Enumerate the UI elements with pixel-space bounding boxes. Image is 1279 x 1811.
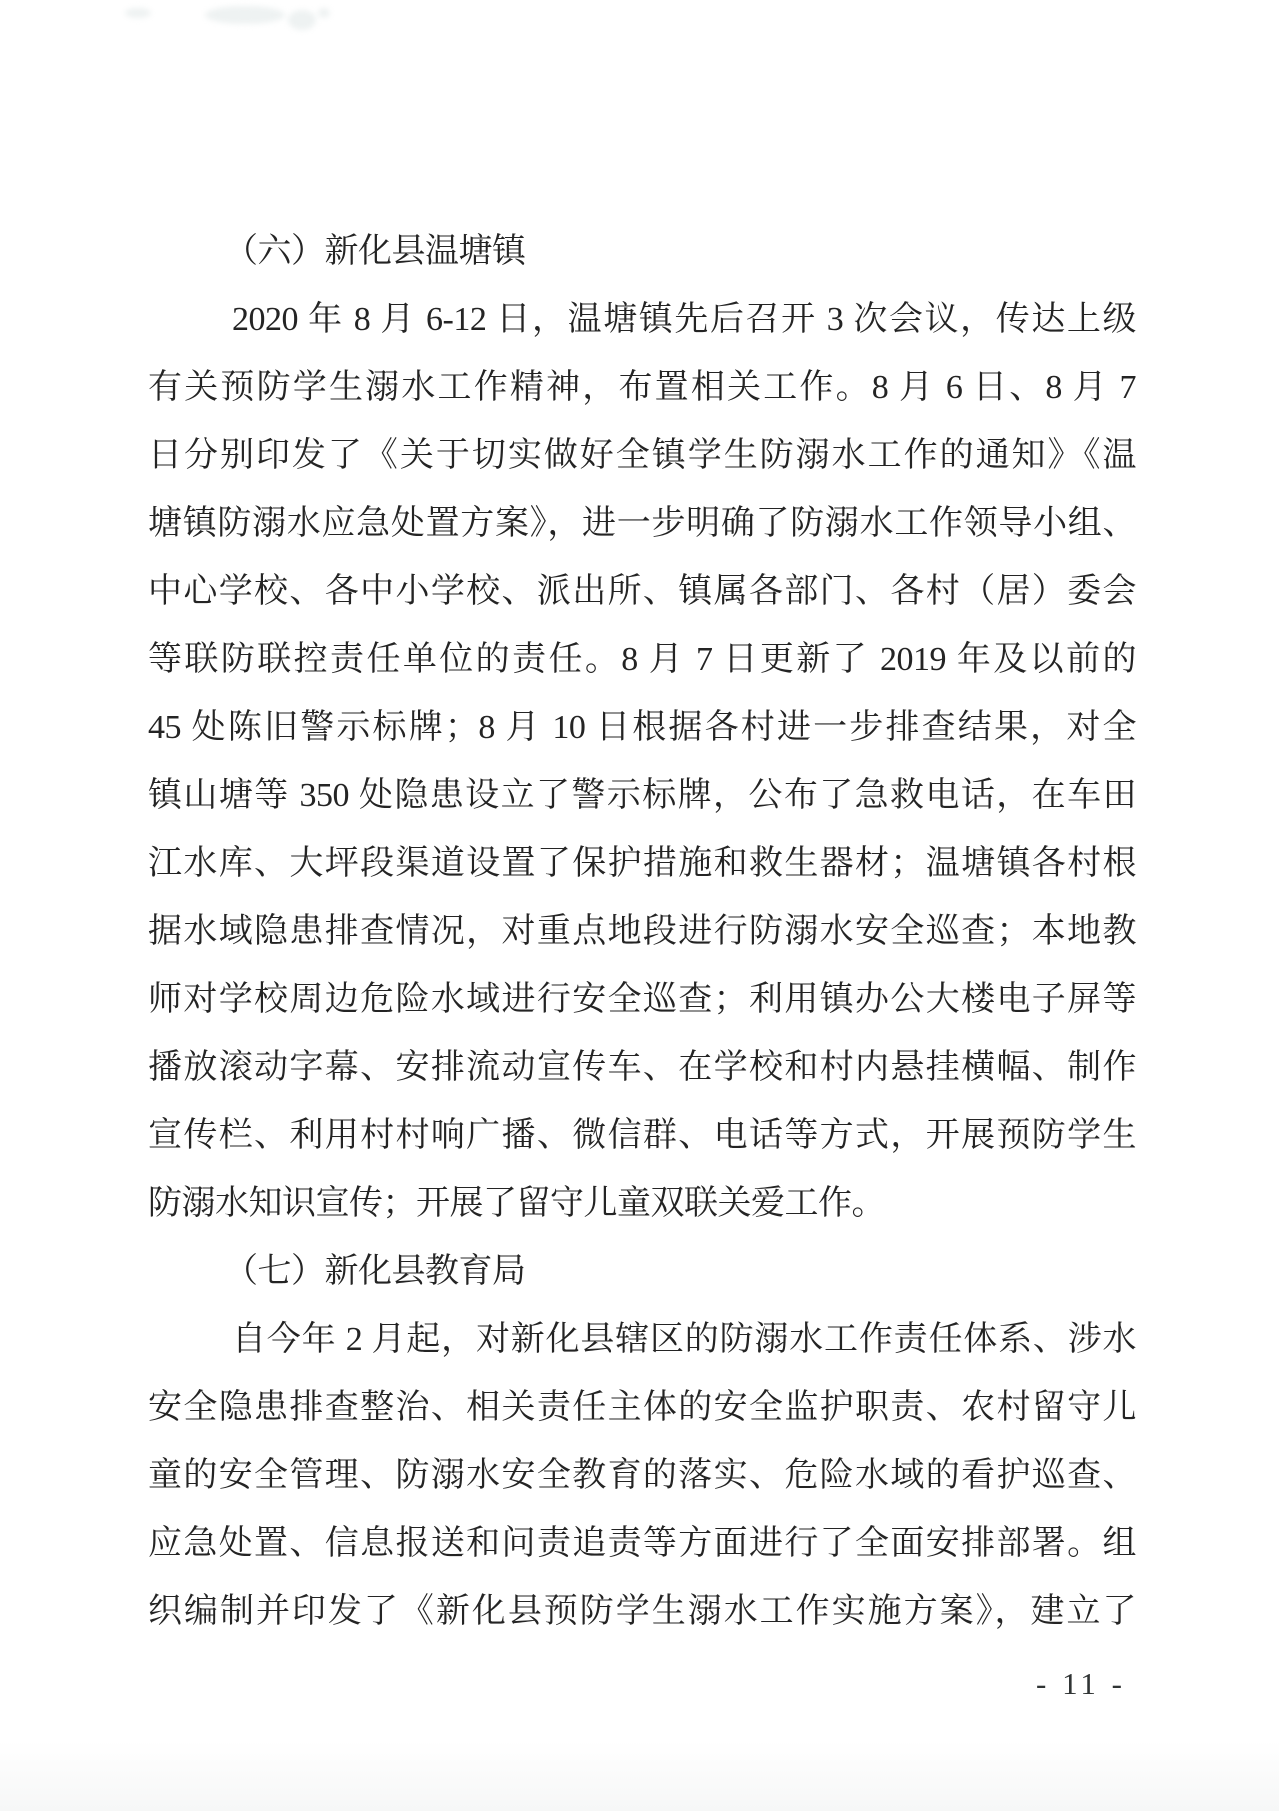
scan-smudge	[318, 8, 330, 18]
section-heading: （六）新化县温塘镇	[224, 233, 526, 270]
scan-smudge	[205, 6, 285, 24]
scan-smudge	[288, 10, 316, 30]
text-line: 等联防联控责任单位的责任。8 月 7 日更新了 2019 年及以前的	[148, 641, 1136, 678]
text-line: 据水域隐患排查情况，对重点地段进行防溺水安全巡查；本地教	[148, 913, 1136, 950]
text-line: 师对学校周边危险水域进行安全巡查；利用镇办公大楼电子屏等	[148, 981, 1136, 1018]
text-line: 自今年 2 月起，对新化县辖区的防溺水工作责任体系、涉水	[232, 1321, 1136, 1358]
page-number: - 11 -	[1036, 1666, 1126, 1701]
text-line: 镇山塘等 350 处隐患设立了警示标牌，公布了急救电话，在车田	[148, 777, 1136, 814]
text-line: 2020 年 8 月 6-12 日，温塘镇先后召开 3 次会议，传达上级	[232, 301, 1136, 338]
text-line: 塘镇防溺水应急处置方案》，进一步明确了防溺水工作领导小组、	[148, 505, 1136, 542]
text-line: 宣传栏、利用村村响广播、微信群、电话等方式，开展预防学生	[148, 1117, 1136, 1154]
scan-smudge	[125, 8, 151, 18]
text-line: 45 处陈旧警示标牌；8 月 10 日根据各村进一步排查结果，对全	[148, 709, 1136, 746]
section-heading: （七）新化县教育局	[224, 1253, 526, 1290]
document-body	[148, 218, 1136, 1646]
text-line: 织编制并印发了《新化县预防学生溺水工作实施方案》，建立了	[148, 1593, 1136, 1630]
text-line: 有关预防学生溺水工作精神，布置相关工作。8 月 6 日、8 月 7	[148, 369, 1136, 406]
scan-shadow	[0, 1741, 1279, 1811]
text-line: 应急处置、信息报送和问责追责等方面进行了全面安排部署。组	[148, 1525, 1136, 1562]
text-line: 童的安全管理、防溺水安全教育的落实、危险水域的看护巡查、	[148, 1457, 1136, 1494]
text-line: 播放滚动字幕、安排流动宣传车、在学校和村内悬挂横幅、制作	[148, 1049, 1136, 1086]
text-line: 日分别印发了《关于切实做好全镇学生防溺水工作的通知》《温	[148, 437, 1136, 474]
text-line: 中心学校、各中小学校、派出所、镇属各部门、各村（居）委会	[148, 573, 1136, 610]
text-line: 江水库、大坪段渠道设置了保护措施和救生器材；温塘镇各村根	[148, 845, 1136, 882]
text-line: 安全隐患排查整治、相关责任主体的安全监护职责、农村留守儿	[148, 1389, 1136, 1426]
text-line: 防溺水知识宣传；开展了留守儿童双联关爱工作。	[148, 1185, 885, 1222]
